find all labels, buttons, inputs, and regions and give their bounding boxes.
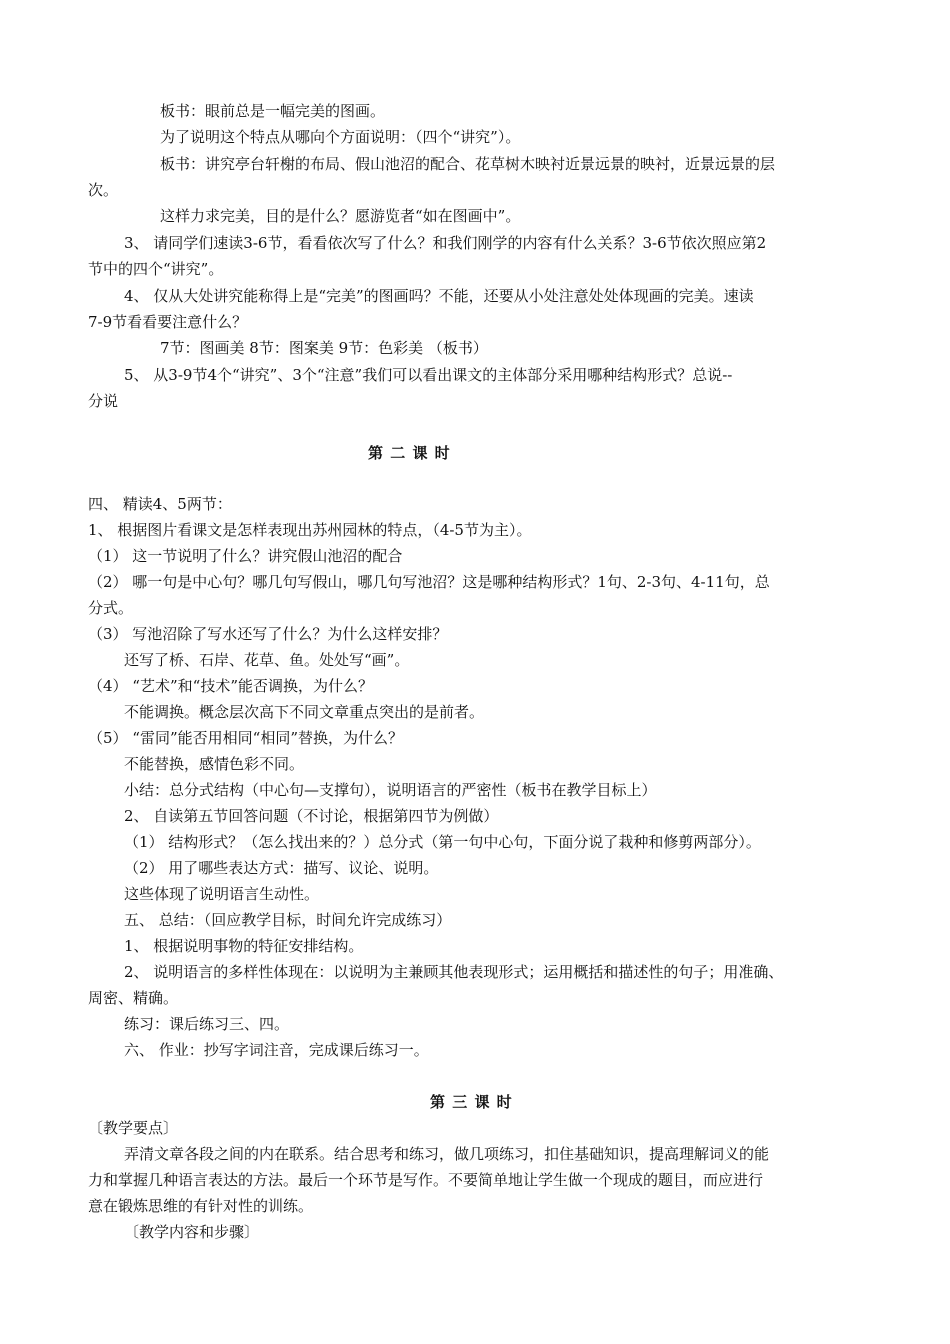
text-line: 5、 从3-9节4个“讲究”、3个“注意”我们可以看出课文的主体部分采用哪种结构形式？总说--	[124, 366, 733, 384]
text-line: 六、 作业：抄写字词注音，完成课后练习一。	[124, 1041, 429, 1059]
text-line: （5） “雷同”能否用相同“相同”替换，为什么？	[88, 729, 403, 747]
text-line: 〔教学要点〕	[88, 1119, 179, 1137]
text-line: 不能调换。概念层次高下不同文章重点突出的是前者。	[124, 703, 485, 721]
text-line: 板书：眼前总是一幅完美的图画。	[160, 102, 386, 120]
text-line: 2、 自读第五节回答问题（不讨论，根据第四节为例做）	[124, 807, 499, 825]
text-line: 次。	[88, 181, 119, 199]
text-line: （2） 用了哪些表达方式：描写、议论、说明。	[124, 859, 439, 877]
text-line: 意在锻炼思维的有针对性的训练。	[88, 1197, 314, 1215]
text-line: 五、 总结：（回应教学目标，时间允许完成练习）	[124, 911, 452, 929]
text-line: 弄清文章各段之间的内在联系。结合思考和练习，做几项练习，扣住基础知识，提高理解词义的能	[124, 1145, 770, 1163]
text-line: 小结：总分式结构（中心句—支撑句），说明语言的严密性（板书在教学目标上）	[124, 781, 657, 799]
text-line: 为了说明这个特点从哪向个方面说明：（四个“讲究”）。	[160, 128, 521, 146]
section-heading: 第 二 课 时	[368, 444, 451, 462]
text-line: 板书：讲究亭台轩榭的布局、假山池沼的配合、花草树木映衬近景远景的映衬，近景远景的层	[160, 155, 776, 173]
text-line: （4） “艺术”和“技术”能否调换，为什么？	[88, 677, 373, 695]
text-line: （3） 写池沼除了写水还写了什么？为什么这样安排？	[88, 625, 448, 643]
text-line: 力和掌握几种语言表达的方法。最后一个环节是写作。不要简单地让学生做一个现成的题目，而应进行	[88, 1171, 764, 1189]
text-line: 4、 仅从大处讲究能称得上是“完美”的图画吗？不能，还要从小处注意处处体现画的完美。速读	[124, 287, 754, 305]
text-line: 〔教学内容和步骤〕	[124, 1223, 260, 1241]
text-line: 2、 说明语言的多样性体现在：以说明为主兼顾其他表现形式；运用概括和描述性的句子；用准确、	[124, 963, 784, 981]
text-line: 周密、精确。	[88, 989, 179, 1007]
text-line: 7节：图画美 8节：图案美 9节：色彩美 （板书）	[160, 339, 488, 357]
text-line: 1、 根据说明事物的特征安排结构。	[124, 937, 364, 955]
section-heading: 第 三 课 时	[430, 1093, 513, 1111]
text-line: 还写了桥、石岸、花草、鱼。处处写“画”。	[124, 651, 410, 669]
text-line: 练习：课后练习三、四。	[124, 1015, 290, 1033]
text-line: 不能替换，感情色彩不同。	[124, 755, 305, 773]
text-line: 节中的四个“讲究”。	[88, 260, 224, 278]
text-line: 3、 请同学们速读3-6节，看看依次写了什么？和我们刚学的内容有什么关系？3-6节依次照应第2	[124, 234, 767, 252]
text-line: 分式。	[88, 599, 134, 617]
text-line: 这些体现了说明语言生动性。	[124, 885, 320, 903]
text-line: 7-9节看看要注意什么？	[88, 313, 248, 331]
text-line: （1） 结构形式？（怎么找出来的？）总分式（第一句中心句，下面分说了栽种和修剪两部分）。	[124, 833, 761, 851]
text-line: （1） 这一节说明了什么？讲究假山池沼的配合	[88, 547, 403, 565]
text-line: 四、 精读4、5两节：	[88, 495, 232, 513]
text-line: （2） 哪一句是中心句？哪几句写假山，哪几句写池沼？这是哪种结构形式？1句、2-3句、4-11句，总	[88, 573, 770, 591]
text-line: 1、 根据图片看课文是怎样表现出苏州园林的特点，（4-5节为主）。	[88, 521, 532, 539]
text-line: 这样力求完美，目的是什么？愿游览者“如在图画中”。	[160, 207, 521, 225]
text-line: 分说	[88, 392, 119, 410]
